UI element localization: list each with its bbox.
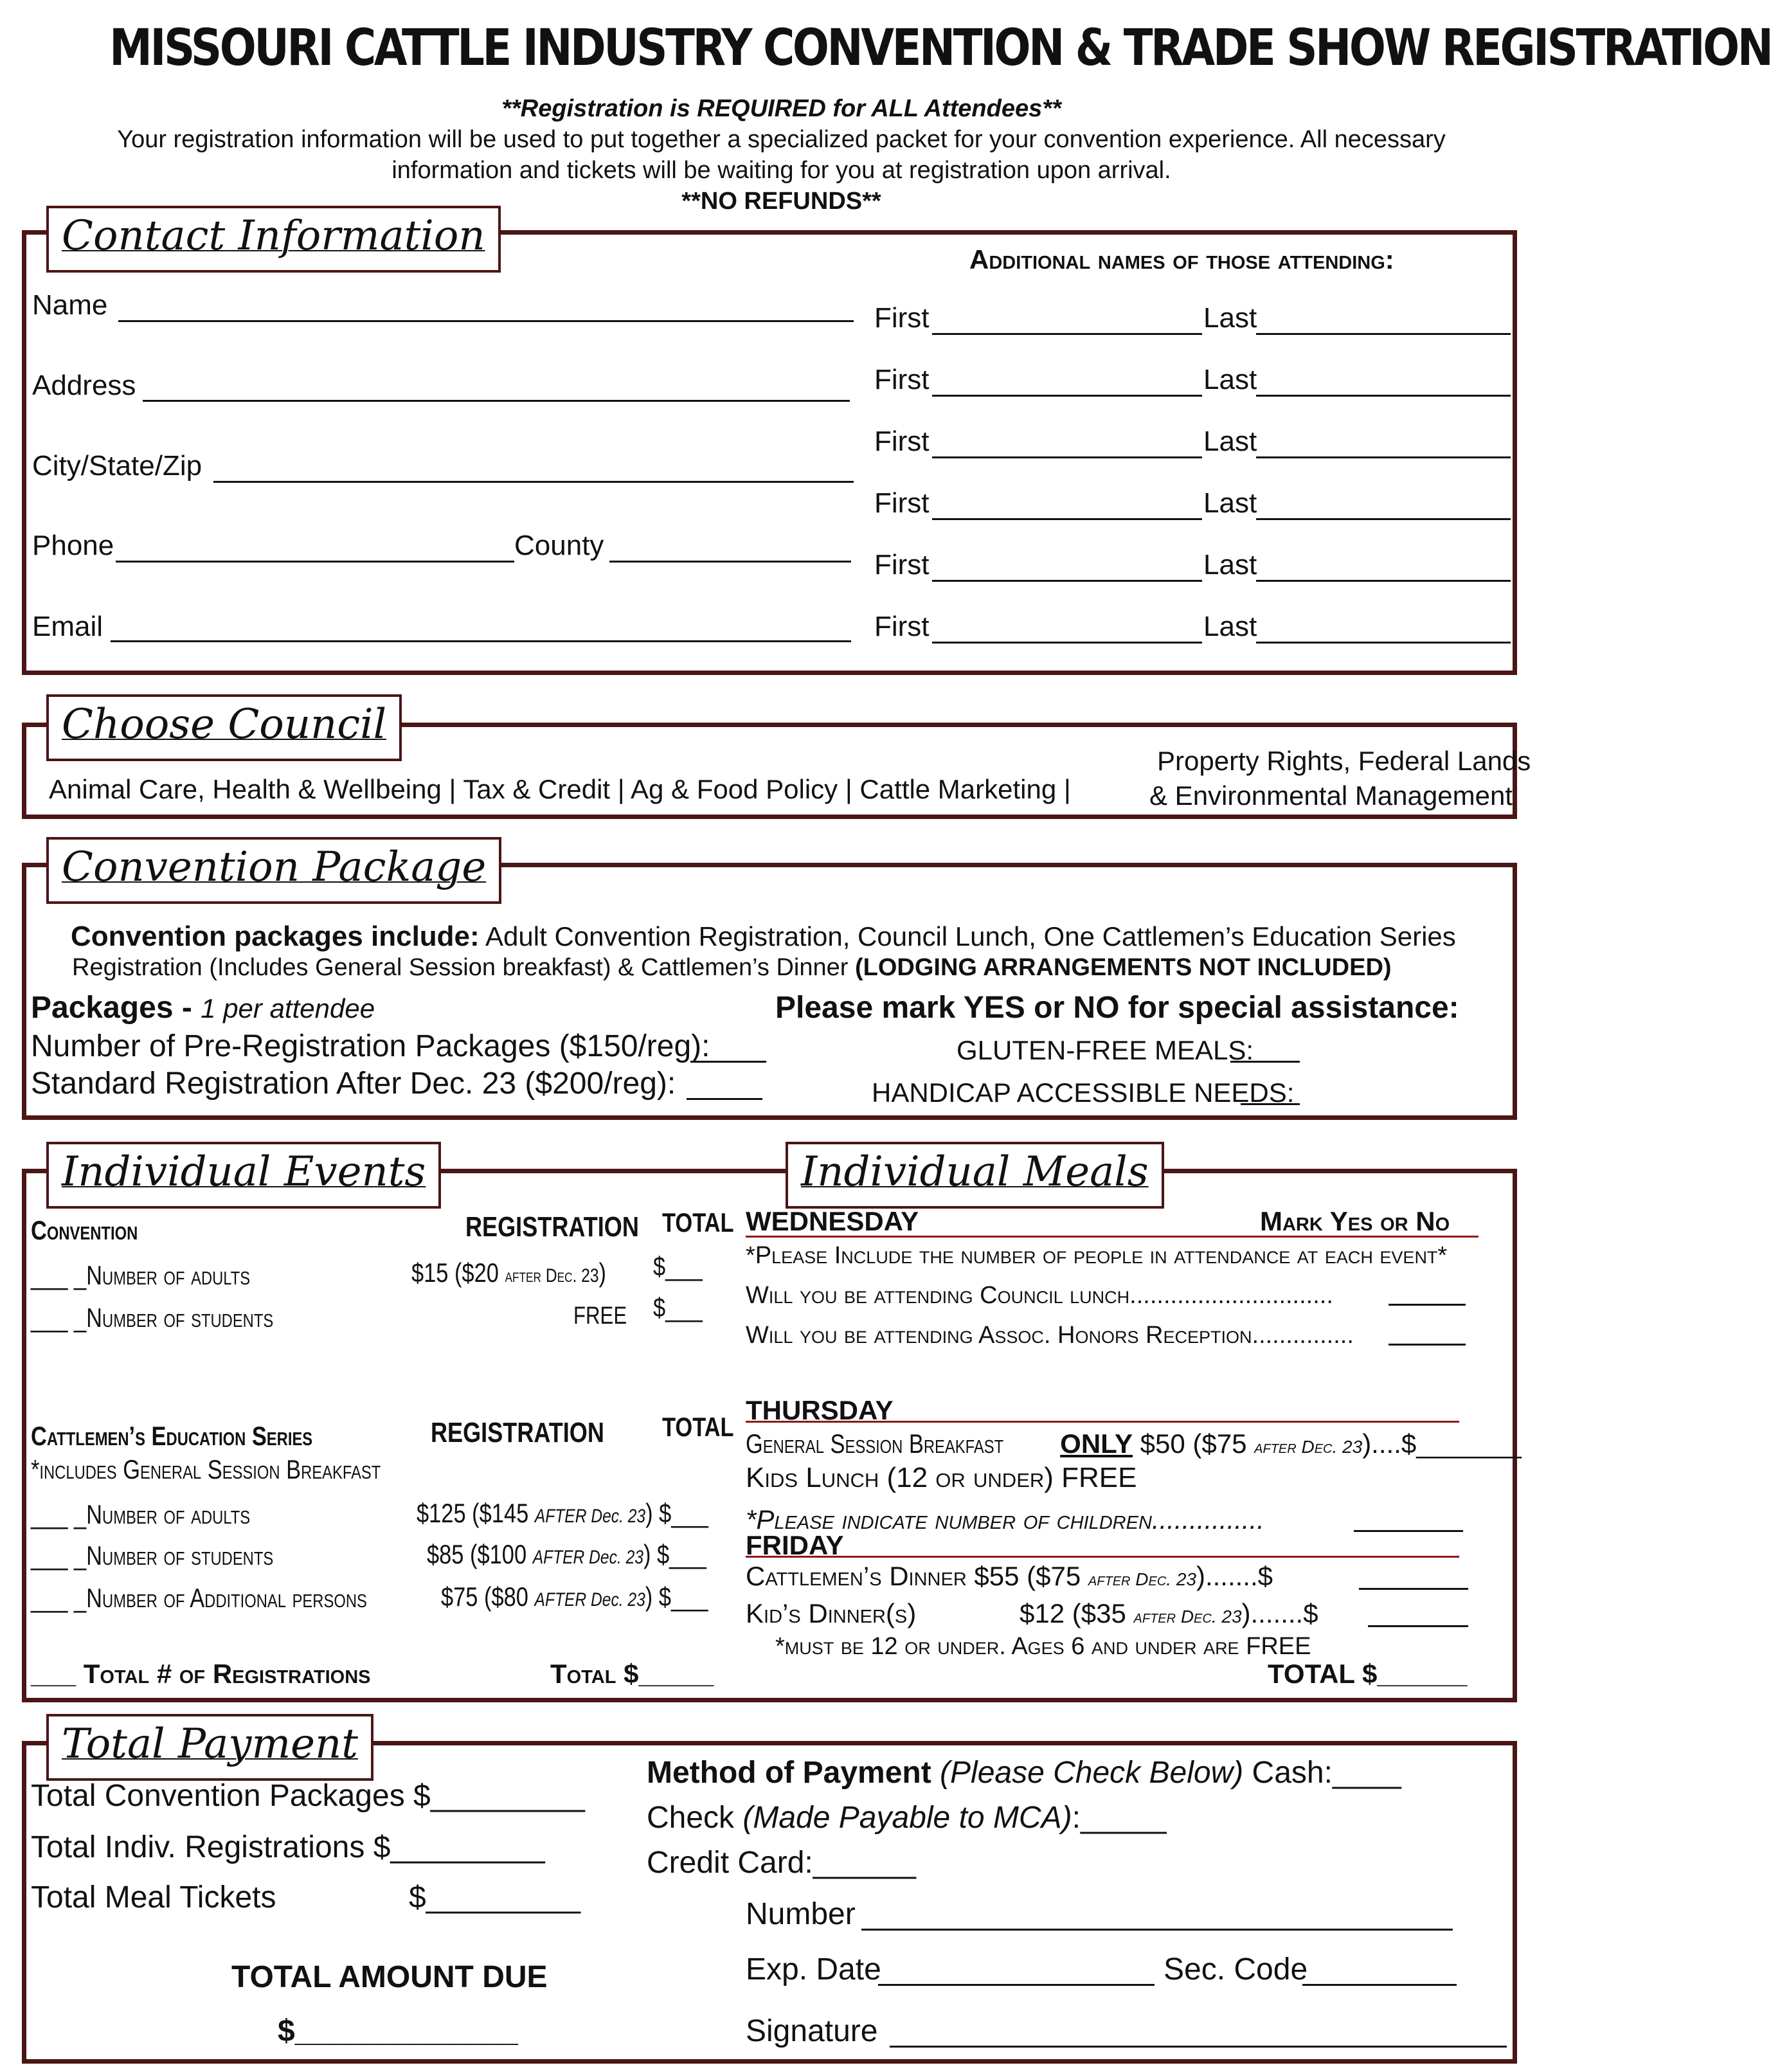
cattlemens-dinner-line[interactable]: Cattlemen’s Dinner $55 ($75 after Dec. 23).......$ [746,1561,1273,1591]
gluten-free-label: GLUTEN-FREE MEALS: [957,1035,1254,1065]
attendee-first-field[interactable] [932,518,1202,520]
honors-field[interactable] [1389,1344,1466,1346]
standard-registration-field[interactable] [687,1098,762,1100]
handicap-field[interactable] [1241,1103,1300,1105]
cattlemens-dinner-field[interactable] [1359,1588,1468,1590]
address-field[interactable] [143,400,850,402]
ces-registration-header: REGISTRATION [431,1417,604,1448]
ces-note: *includes General Session Breakfast [31,1454,381,1484]
convention-adults-label[interactable]: ___ _Number of adults [31,1260,251,1290]
card-number-label: Number [746,1897,856,1931]
total-meal-tickets-field[interactable]: $_________ [409,1880,580,1914]
kids-dinner-field[interactable] [1368,1625,1468,1627]
phone-field[interactable] [116,561,514,563]
total-registrations[interactable]: ___ Total # of Registrations [31,1659,371,1689]
assistance-heading: Please mark YES or NO for special assistance: [775,991,1459,1025]
events-heading: Individual Events [46,1142,441,1209]
council-option-property-line1[interactable]: Property Rights, Federal Lands [1157,746,1531,776]
kids-dinner-label: Kid’s Dinner(s) [746,1598,917,1628]
package-heading: Convention Package [46,837,501,904]
convention-label: Convention [31,1215,138,1245]
pre-registration-label: Number of Pre-Registration Packages ($150/reg): [31,1029,710,1063]
total-amount-due-field[interactable]: $_____________ [278,2014,518,2048]
convention-students-total[interactable]: $___ [653,1292,703,1322]
attendee-last-label: Last [1203,487,1257,519]
attendee-last-label: Last [1203,611,1257,642]
info-line-1: Your registration information will be used to put together a specialized packet for your convention experience. All necessary [117,126,1446,153]
convention-students-label[interactable]: ___ _Number of students [31,1302,274,1333]
no-refunds-notice: **NO REFUNDS** [681,188,881,215]
ces-adults-price: $125 ($145 AFTER Dec. 23) $___ [417,1498,708,1528]
handicap-label: HANDICAP ACCESSIBLE NEEDS: [872,1077,1295,1108]
attendee-first-label: First [874,611,930,642]
total-amount-due-label: TOTAL AMOUNT DUE [231,1960,548,1994]
attendee-last-field[interactable] [1256,518,1511,520]
phone-label: Phone [32,530,114,561]
convention-adults-price: $15 ($20 after Dec. 23) [411,1257,607,1288]
convention-registration-header: REGISTRATION [465,1211,639,1243]
attendee-last-field[interactable] [1256,580,1511,582]
wednesday-rule [746,1236,1479,1238]
honors-question: Will you be attending Assoc. Honors Reception............... [746,1322,1354,1349]
attendee-last-label: Last [1203,364,1257,395]
meals-total[interactable]: TOTAL $______ [1268,1659,1468,1689]
contact-heading: Contact Information [46,206,501,273]
ces-students-price: $85 ($100 AFTER Dec. 23) $___ [427,1539,706,1569]
wednesday-label: WEDNESDAY [746,1206,919,1236]
package-includes-line2: Registration (Includes General Session breakfast) & Cattlemen’s Dinner (LODGING ARRANGEMENTS NOT INCLUDED) [72,954,1392,981]
council-options[interactable]: Animal Care, Health & Wellbeing | Tax & Credit | Ag & Food Policy | Cattle Marketing | [49,774,1071,804]
kids-lunch: Kids Lunch (12 or under) FREE [746,1462,1137,1493]
convention-adults-total[interactable]: $___ [653,1251,703,1281]
friday-rule [746,1556,1459,1558]
attendee-last-label: Last [1203,549,1257,581]
name-label: Name [32,289,108,321]
pre-registration-field[interactable] [690,1061,766,1063]
council-heading: Choose Council [46,694,402,761]
signature-field[interactable] [890,2046,1507,2048]
attendee-last-label: Last [1203,426,1257,457]
breakfast-line[interactable]: General Session BreakfastONLY $50 ($75 after Dec. 23)....$_______ [746,1428,1522,1459]
convention-students-price: FREE [573,1302,627,1329]
council-lunch-question: Will you be attending Council lunch.............................. [746,1282,1333,1309]
attendee-first-label: First [874,426,930,457]
total-packages[interactable]: Total Convention Packages $_________ [31,1779,585,1813]
attendee-first-field[interactable] [932,333,1202,335]
kids-dinner-price[interactable]: $12 ($35 after Dec. 23).......$ [1020,1598,1318,1628]
attendee-first-field[interactable] [932,395,1202,397]
gluten-free-field[interactable] [1230,1061,1300,1063]
attendee-last-field[interactable] [1256,333,1511,335]
ces-label: Cattlemen’s Education Series [31,1421,313,1451]
attendee-last-label: Last [1203,302,1257,334]
attendee-last-field[interactable] [1256,395,1511,397]
attendee-first-label: First [874,302,930,334]
exp-date-field[interactable] [878,1984,1155,1986]
credit-card-option[interactable]: Credit Card:______ [647,1846,916,1880]
ces-adults-label[interactable]: ___ _Number of adults [31,1499,251,1529]
council-option-property-line2[interactable]: & Environmental Management [1149,780,1513,811]
friday-label: FRIDAY [746,1530,844,1560]
convention-total-header: TOTAL [662,1207,734,1238]
sec-code-field[interactable] [1302,1984,1457,1986]
thursday-rule [746,1421,1459,1423]
attendee-last-field[interactable] [1256,456,1511,458]
ces-additional-label[interactable]: ___ _Number of Additional persons [31,1583,367,1613]
sec-code-label: Sec. Code [1164,1952,1308,1986]
signature-label: Signature [746,2014,878,2048]
attendee-first-label: First [874,549,930,581]
please-include-note: *Please Include the number of people in attendance at each event* [746,1242,1448,1269]
standard-registration-label: Standard Registration After Dec. 23 ($200/reg): [31,1067,676,1101]
attendee-first-label: First [874,487,930,519]
ces-students-label[interactable]: ___ _Number of students [31,1540,274,1571]
packages-label: Packages - 1 per attendee [31,991,375,1025]
exp-date-label: Exp. Date [746,1952,881,1986]
county-field[interactable] [609,561,851,563]
attendee-first-label: First [874,364,930,395]
events-total[interactable]: Total $_____ [550,1659,714,1689]
attendee-first-field[interactable] [932,642,1202,644]
thursday-label: THURSDAY [746,1395,894,1425]
check-option[interactable]: Check (Made Payable to MCA):_____ [647,1801,1167,1835]
info-line-2: information and tickets will be waiting for you at registration upon arrival. [391,157,1171,184]
council-lunch-field[interactable] [1389,1304,1466,1306]
additional-names-heading: Additional names of those attending: [969,244,1394,275]
ces-additional-price: $75 ($80 AFTER Dec. 23) $___ [441,1581,708,1612]
required-notice: **Registration is REQUIRED for ALL Attendees** [501,95,1061,122]
city-label: City/State/Zip [32,450,202,482]
mark-yes-no: Mark Yes or No [1260,1206,1450,1236]
email-label: Email [32,611,103,642]
card-number-field[interactable] [861,1929,1453,1931]
package-includes-line1: Convention packages include: Adult Convention Registration, Council Lunch, One Cattlemen’s Education Series [71,921,1456,952]
method-of-payment[interactable]: Method of Payment (Please Check Below) Cash:____ [647,1756,1401,1790]
indicate-children: *Please indicate number of children............... [746,1504,1264,1535]
attendee-first-field[interactable] [932,580,1202,582]
county-label: County [514,530,604,561]
total-meal-tickets-label: Total Meal Tickets [31,1880,276,1914]
meals-heading: Individual Meals [786,1142,1164,1209]
children-count-field[interactable] [1354,1530,1463,1532]
payment-heading: Total Payment [46,1714,373,1781]
attendee-first-field[interactable] [932,456,1202,458]
contact-section [22,230,1517,675]
address-label: Address [32,370,136,401]
city-state-zip-field[interactable] [213,481,854,483]
form-title: MISSOURI CATTLE INDUSTRY CONVENTION & TRADE SHOW REGISTRATION [109,19,1771,77]
email-field[interactable] [111,640,851,642]
attendee-last-field[interactable] [1256,642,1511,644]
ces-total-header: TOTAL [662,1412,734,1442]
name-field[interactable] [118,320,854,322]
kids-dinner-note: *must be 12 or under. Ages 6 and under are FREE [775,1633,1311,1660]
total-indiv-registrations[interactable]: Total Indiv. Registrations $_________ [31,1830,545,1864]
